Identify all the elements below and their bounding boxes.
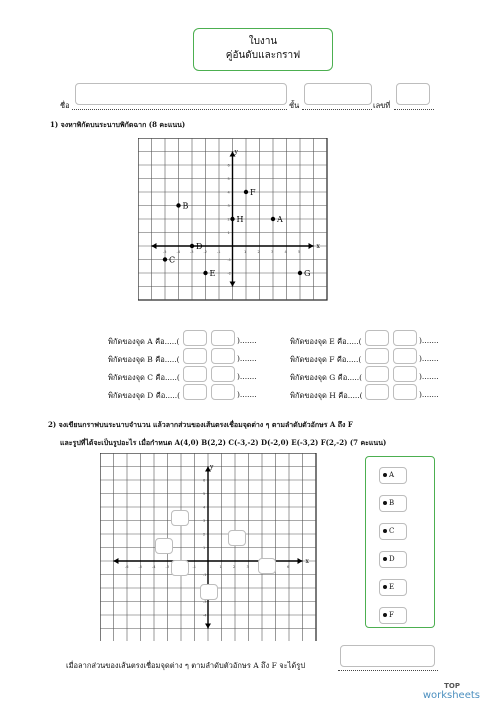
- name-dots: [72, 109, 287, 110]
- q1-coordinate-input[interactable]: [365, 348, 389, 364]
- point-D: [190, 244, 194, 248]
- class-dots: [302, 109, 372, 110]
- bullet-icon: [383, 529, 387, 533]
- name-input[interactable]: [75, 83, 287, 105]
- logo-bottom: worksheets: [422, 690, 480, 701]
- bullet-icon: [383, 473, 387, 477]
- q1-row-left-label: พิกัดของจุด A คือ.....(: [108, 337, 180, 346]
- q1-coordinate-grid: [138, 138, 328, 310]
- q1-row-right-label: พิกัดของจุด G คือ.....(: [290, 373, 363, 382]
- class-label: ชั้น: [289, 101, 300, 110]
- drop-box-5[interactable]: [258, 558, 276, 574]
- drop-box-2[interactable]: [228, 530, 246, 546]
- q1-coordinate-input[interactable]: [365, 384, 389, 400]
- y-tick-label: 2: [227, 217, 230, 222]
- q1-row-end: ).......: [419, 372, 439, 381]
- y-tick-label: 2: [203, 532, 206, 537]
- y-tick-label: 4: [203, 505, 206, 510]
- q1-title: 1) จงหาพิกัดบนระนาบพิกัดฉาก (8 คะแนน): [50, 120, 186, 129]
- x-tick-label: -4: [176, 250, 180, 254]
- x-tick-label: -5: [138, 565, 142, 569]
- page-title: ใบงาน: [248, 36, 278, 47]
- q1-coordinate-input[interactable]: [183, 384, 207, 400]
- choice-label: A: [389, 471, 395, 479]
- shape-answer-input[interactable]: [340, 645, 435, 667]
- q2-footer-text: เมื่อลากส่วนของเส้นตรงเชื่อมจุดต่าง ๆ ตามลำดับตัวอักษร A ถึง F จะได้รูป: [66, 661, 306, 670]
- y-axis-label: y: [210, 463, 214, 471]
- choice-label: C: [389, 527, 395, 535]
- bullet-icon: [383, 613, 387, 617]
- choice-A[interactable]: [379, 467, 407, 484]
- choice-label: E: [389, 583, 395, 591]
- drop-box-6[interactable]: [200, 584, 218, 600]
- class-input[interactable]: [304, 83, 372, 105]
- bullet-icon: [383, 501, 387, 505]
- q1-coordinate-input[interactable]: [393, 366, 417, 382]
- q1-coordinate-input[interactable]: [183, 330, 207, 346]
- y-tick-label: 3: [227, 204, 230, 208]
- q1-coordinate-input[interactable]: [211, 366, 235, 382]
- y-tick-label: 1: [203, 546, 206, 550]
- q1-row-right-label: พิกัดของจุด F คือ.....(: [290, 355, 362, 364]
- drop-box-4[interactable]: [171, 560, 189, 576]
- number-dots: [394, 109, 434, 110]
- point-H: [227, 217, 234, 222]
- point-label-H: H: [236, 215, 244, 224]
- drop-box-3[interactable]: [155, 538, 173, 554]
- choice-C[interactable]: [379, 523, 407, 540]
- x-tick-label: -3: [165, 565, 169, 569]
- name-label: ชื่อ: [60, 101, 70, 110]
- x-tick-label: -5: [163, 250, 167, 254]
- y-tick-label: 4: [227, 190, 230, 195]
- q2-line1: 2) จงเขียนกราฟบนระนาบจำนวน แล้วลากส่วนของเส้นตรงเชื่อมจุดต่าง ๆ ตามลำดับตัวอักษร A ถึง F: [48, 420, 353, 429]
- y-tick-label: 1: [227, 231, 230, 235]
- point-B: [176, 203, 180, 207]
- point-F: [244, 190, 248, 194]
- q2-line2: และรูปที่ได้จะเป็นรูปอะไร เมื่อกำหนด A(4,0) B(2,2) C(-3,-2) D(-2,0) E(-3,2) F(2,-2) (7 คะแนน): [60, 438, 387, 447]
- q1-row-end: ).......: [419, 390, 439, 399]
- q1-row-right-label: พิกัดของจุด E คือ.....(: [290, 337, 362, 346]
- x-tick-label: 1: [219, 565, 222, 569]
- x-tick-label: -1: [217, 250, 221, 254]
- number-label: เลขที่: [373, 101, 391, 110]
- shape-answer-dots: [338, 670, 438, 671]
- topworksheets-logo: [423, 682, 480, 701]
- choice-D[interactable]: [379, 551, 407, 568]
- q1-coordinate-input[interactable]: [211, 330, 235, 346]
- drop-box-1[interactable]: [171, 510, 189, 526]
- q1-row-end: ).......: [237, 390, 257, 399]
- x-tick-label: 6: [287, 565, 290, 569]
- q2-coordinate-grid: [100, 453, 322, 641]
- x-tick-label: 3: [271, 250, 274, 254]
- bullet-icon: [383, 557, 387, 561]
- q1-row-end: ).......: [237, 336, 257, 345]
- y-tick-label: 6: [203, 478, 206, 483]
- bullet-icon: [383, 585, 387, 589]
- x-tick-label: -2: [203, 250, 207, 254]
- y-tick-label: -2: [227, 271, 231, 276]
- choice-label: B: [389, 499, 395, 507]
- choice-F[interactable]: [379, 607, 407, 624]
- point-E: [203, 271, 207, 275]
- x-axis-label: x: [316, 243, 320, 250]
- y-tick-label: -1: [203, 573, 207, 577]
- point-label-D: D: [196, 242, 203, 251]
- choice-E[interactable]: [379, 579, 407, 596]
- x-tick-label: 4: [284, 250, 287, 254]
- x-tick-label: 3: [246, 565, 249, 569]
- q1-coordinate-input[interactable]: [183, 348, 207, 364]
- point-label-G: G: [304, 269, 311, 278]
- x-axis-label: x: [305, 558, 309, 565]
- point-label-E: E: [209, 269, 216, 278]
- point-C: [163, 257, 167, 261]
- q1-coordinate-input[interactable]: [393, 330, 417, 346]
- y-tick-label: 6: [227, 163, 230, 168]
- y-tick-label: 5: [227, 177, 230, 181]
- y-axis-label: y: [234, 148, 238, 156]
- q1-coordinate-input[interactable]: [211, 384, 235, 400]
- y-tick-label: 5: [203, 492, 206, 496]
- choice-label: D: [389, 555, 395, 563]
- q1-coordinate-input[interactable]: [393, 384, 417, 400]
- point-label-F: F: [250, 188, 256, 197]
- x-tick-label: -1: [192, 565, 196, 569]
- title-box: [193, 28, 333, 71]
- q1-row-left-label: พิกัดของจุด B คือ.....(: [108, 355, 180, 364]
- logo-top: TOP: [444, 682, 460, 690]
- point-G: [298, 271, 302, 275]
- q1-row-end: ).......: [237, 354, 257, 363]
- q1-coordinate-input[interactable]: [365, 330, 389, 346]
- x-tick-label: 5: [298, 250, 301, 254]
- y-tick-label: 3: [203, 519, 206, 523]
- x-tick-label: -3: [190, 250, 194, 254]
- choices-panel: [365, 456, 435, 628]
- x-tick-label: -6: [125, 565, 129, 569]
- q1-row-end: ).......: [419, 336, 439, 345]
- choice-label: F: [389, 611, 394, 619]
- y-tick-label: -3: [203, 600, 207, 604]
- q1-coordinate-input[interactable]: [393, 348, 417, 364]
- y-tick-label: -1: [227, 258, 231, 262]
- q1-coordinate-input[interactable]: [365, 366, 389, 382]
- q1-row-end: ).......: [237, 372, 257, 381]
- q1-coordinate-input[interactable]: [183, 366, 207, 382]
- x-tick-label: -4: [152, 565, 156, 569]
- choice-B[interactable]: [379, 495, 407, 512]
- x-tick-label: 1: [244, 250, 247, 254]
- q1-row-right-label: พิกัดของจุด H คือ.....(: [290, 391, 363, 400]
- x-tick-label: 2: [233, 565, 236, 569]
- q1-coordinate-input[interactable]: [211, 348, 235, 364]
- q1-row-left-label: พิกัดของจุด C คือ.....(: [108, 373, 180, 382]
- q1-row-left-label: พิกัดของจุด D คือ.....(: [108, 391, 181, 400]
- number-input[interactable]: [396, 83, 430, 105]
- point-label-B: B: [182, 201, 189, 211]
- y-tick-label: -4: [203, 613, 207, 618]
- q1-row-end: ).......: [419, 354, 439, 363]
- point-label-A: A: [277, 215, 283, 224]
- page-subtitle: คู่อันดับและกราฟ: [225, 50, 301, 61]
- point-label-C: C: [169, 255, 176, 265]
- point-A: [271, 217, 275, 221]
- x-tick-label: 2: [257, 250, 260, 254]
